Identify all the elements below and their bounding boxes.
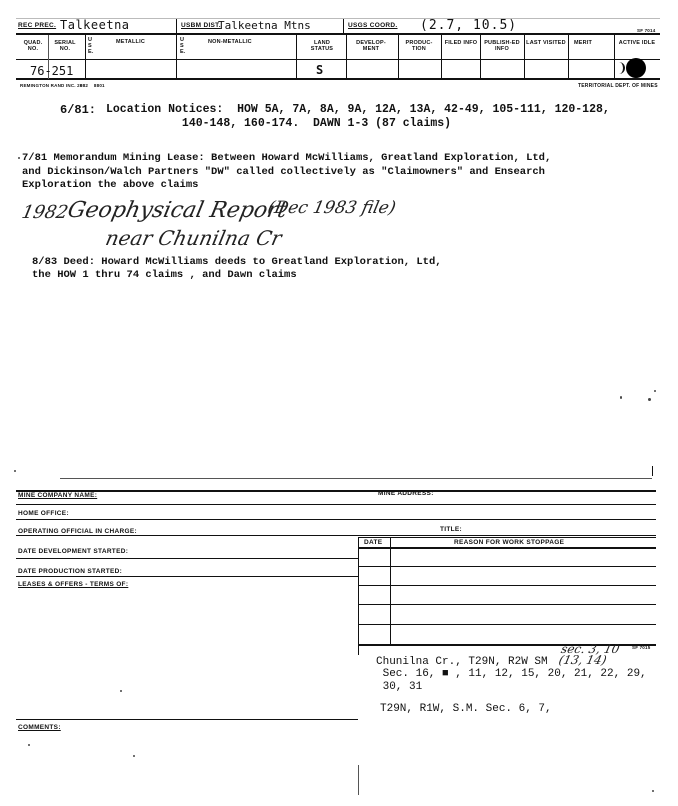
speck [120,690,122,692]
table-rule [358,585,656,586]
header-top-rule [16,33,660,35]
divider [652,466,653,476]
location-line-2: Sec. 16, ■ , 11, 12, 15, 20, 21, 22, 29, 30, 31 [382,668,647,693]
entry-3-text: 8/83 Deed: Howard McWilliams deeds to Greatland Exploration, Ltd, the HOW 1 thru 74 claims , and Dawn claims [32,256,442,281]
form-rule [16,576,358,577]
small-form-number: SF 7015 [632,645,651,650]
non-metallic-codes: U S E. [180,37,186,55]
divider [85,35,86,79]
table-rule [358,566,656,567]
quad-no-label: QUAD. NO. [23,40,43,52]
table-rule [358,624,656,625]
speck [14,470,16,472]
table-rule [358,547,656,549]
dept-line: TERRITORIAL DEPT. OF MINES [578,83,658,89]
divider [441,35,442,79]
production-label: PRODUC-TION [405,40,433,52]
operating-official-label: OPERATING OFFICIAL IN CHARGE: [18,528,137,535]
leases-offers-label: LEASES & OFFERS - TERMS OF: [18,581,129,588]
metallic-label: METALLIC [116,39,145,45]
form-top-rule [60,478,652,479]
usbm-dist-value: Talkeetna Mtns [218,19,311,32]
form-rule [16,719,358,720]
form-rule [16,519,656,520]
divider [176,35,177,79]
divider [524,35,525,79]
usgs-coord-label: USGS COORD. [348,22,398,29]
handwritten-section-note: sec. 3, 10 (13, 14) [557,642,621,667]
handwritten-year: 1982 [19,202,71,223]
date-column-label: DATE [364,539,383,546]
date-development-label: DATE DEVELOPMENT STARTED: [18,548,129,555]
merit-label: MERIT [574,40,593,46]
mine-address-label: MINE ADDRESS: [378,490,434,497]
handwritten-paren: (Dec 1983 file) [265,198,398,218]
usbm-dist-label: USBM DIST. [181,22,221,29]
speck [28,744,30,746]
table-date-divider [390,537,391,645]
home-office-label: HOME OFFICE: [18,510,69,517]
divider [343,19,344,34]
speck [133,755,135,757]
land-status-label: LAND STATUS [310,40,334,52]
date-production-label: DATE PRODUCTION STARTED: [18,568,123,575]
land-status-value: S [316,63,324,77]
divider [568,35,569,79]
speck [18,157,20,159]
divider [480,35,481,79]
filed-info-label: FILED INFO [444,40,478,46]
serial-no-label: SERIAL NO. [54,40,76,52]
form-rule [16,535,656,536]
form-number: SF 7014 [637,28,656,33]
printer-codes: 882 8801 [80,83,105,88]
reason-column-label: REASON FOR WORK STOPPAGE [454,539,565,546]
comments-label: COMMENTS: [18,724,61,731]
header-mid-rule [16,59,660,60]
usgs-coord-value: (2.7, 10.5) [420,18,518,33]
last-visited-label: LAST VISITED [526,40,566,46]
table-rule [358,537,656,538]
metallic-codes: U S E. [88,37,94,55]
location-line-1: Chunilna Cr., T29N, R2W SM [376,656,548,668]
entry-1-date: 6/81: [60,103,97,117]
header-bottom-rule [16,78,660,80]
title-label: TITLE: [440,526,463,533]
form-rule [16,504,656,505]
form-rule [16,558,358,559]
rec-prec-label: REC PREC. [18,22,57,29]
rec-prec-value: Talkeetna [60,18,130,32]
active-idle-label: ACTIVE IDLE [618,40,656,46]
idle-mark [617,62,625,74]
divider [296,35,297,79]
handwritten-location: near Chunilna Cr [103,226,284,250]
divider [346,35,347,79]
published-info-label: PUBLISH-ED INFO [484,40,520,52]
divider [614,35,615,79]
speck [654,390,656,392]
active-dot-mark [626,58,646,78]
divider [176,19,177,34]
handwritten-report: Geophysical Report [65,198,290,223]
entry-2-text: 7/81 Memorandum Mining Lease: Between Howard McWilliams, Greatland Exploration, Ltd, and Dickinson/Walch Partners "DW" called collectively as "Claimowners" and Ensearch Exploration the above claims [22,152,552,191]
printer-line: REMINGTON RAND INC. 20 [20,83,83,88]
non-metallic-label: NON-METALLIC [208,39,252,45]
development-label: DEVELOP-MENT [356,40,386,52]
speck [648,398,651,401]
location-line-3: T29N, R1W, S.M. Sec. 6, 7, [380,703,552,715]
table-left-border [358,537,359,655]
divider [398,35,399,79]
speck [652,790,654,792]
speck [620,396,622,399]
serial-value: 76-251 [30,64,74,78]
mine-company-name-label: MINE COMPANY NAME: [18,492,98,499]
divider [358,765,359,795]
form-rule [16,490,656,492]
entry-1-text: Location Notices: HOW 5A, 7A, 8A, 9A, 12A, 13A, 42-49, 105-111, 120-128, 140-148, 160-174. DAWN 1-3 (87 claims) [106,103,610,130]
table-rule [358,604,656,605]
